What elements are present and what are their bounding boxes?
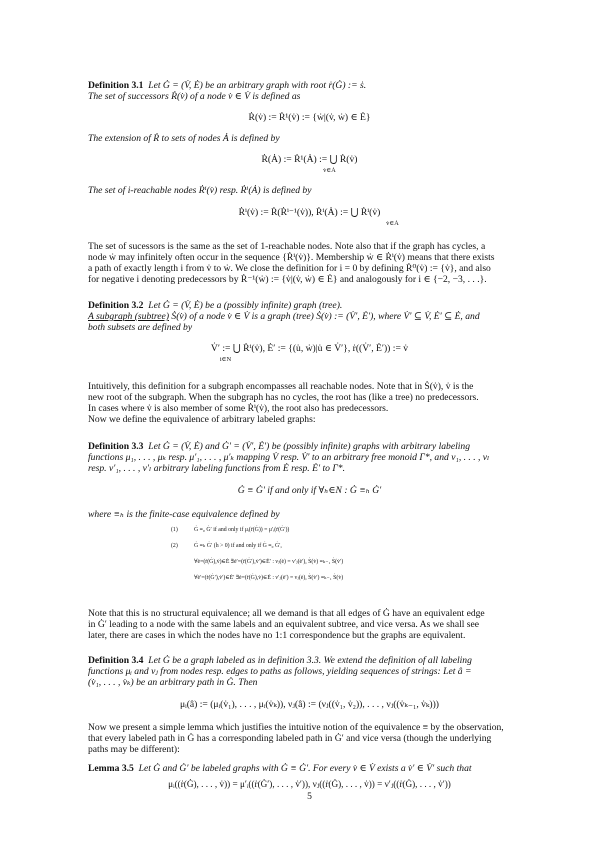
para3-line: later, there are cases in which the nodes have no 1:1 correspondence but the graphs are equivalent. — [88, 630, 466, 641]
paper-page — [88, 0, 531, 867]
def32-eq-sub: i∈N — [219, 356, 232, 363]
def31-line1 — [88, 80, 531, 91]
para4-line: that every labeled path in Ġ has a corresponding labeled path in Ġ′ and vice versa (though the underlying — [88, 733, 492, 744]
def33-line3: resp. ν′₁, . . . , ν′ₗ arbitrary labeling functions from Ė resp. Ė′ to Γ*. — [88, 463, 345, 474]
lemma35-text1: Let Ġ and Ġ′ be labeled graphs with Ġ ≡ Ġ′. For every v̇ ∈ V̇ exists a v̇′ ∈ V̇′ such that — [138, 763, 472, 774]
def33-line2: functions μ₁, . . . , μₖ resp. μ′₁, . . . , μ′ₖ mapping V̇ resp. V̇′ to an arbitrary free monoid Γ*, and ν₁, . . . , νₗ — [88, 452, 490, 463]
def32-line3: both subsets are defined by — [88, 322, 193, 333]
para1-line: for negative i denoting predecessors by Ṙ⁻¹(ẇ) := {v̇|(v̇, ẇ) ∈ Ė} and analogously for i ∈ {−2, −3, . . .}. — [88, 274, 487, 285]
para4-line: Now we present a simple lemma which justifies the intuitive notion of the equivalence ≡ by the observation, — [88, 722, 504, 733]
def33-text1: Let Ġ = (V̇, Ė) and Ġ′ = (V̇′, Ė′) be (possibly infinite) graphs with arbitrary labeling — [148, 441, 471, 452]
lemma35-line1 — [88, 763, 531, 774]
def33-line1 — [88, 441, 531, 452]
para2-line: new root of the subgraph. When the subgraph has no cycles, the root has (like a tree) no predecessors. — [88, 392, 479, 403]
def33-case2-num: (2) — [171, 543, 178, 549]
para2-line: In cases where v̇ is also member of some Ṙⁱ(v̇), the root also has predecessors. — [88, 403, 389, 414]
def31-eq2-sub: v̇∈Ȧ — [323, 167, 336, 174]
def31-line4: The set of i-reachable nodes Ṙⁱ(v̇) resp. Ṙⁱ(Ȧ) is defined by — [88, 185, 312, 196]
def34-line1 — [88, 655, 531, 666]
lemma35-eq: μᵢ((ṙ(Ġ), . . . , v̇)) = μ′ᵢ((ṙ(Ġ′), . . . , v̇′)), νⱼ((ṙ(Ġ), . . . , v̇)) = ν′ⱼ((ṙ(Ġ), . . . , v̇′)) — [168, 779, 451, 789]
def32-subgraph-term: A subgraph (subtree) — [88, 311, 170, 322]
def32-label: Definition 3.2 — [88, 300, 144, 311]
def31-line3: The extension of Ṙ to sets of nodes Ȧ is defined by — [88, 133, 280, 144]
para3-line: Note that this is no structural equivalence; all we demand is that all edges of Ġ have an equivalent edge — [88, 608, 485, 619]
def31-text1: Let Ġ = (V̇, Ė) be an arbitrary graph with root ṙ(Ġ) := ṡ. — [148, 80, 367, 91]
def32-line1 — [88, 300, 531, 311]
def33-label: Definition 3.3 — [88, 441, 144, 452]
def32-line2 — [88, 311, 531, 322]
def31-eq2: Ṙ(Ȧ) := Ṙ¹(Ȧ) := ⋃ Ṙ(v̇) — [261, 154, 358, 165]
def32-text1: Let Ġ = (V̇, Ė) be a (possibly infinite) graph (tree). — [148, 300, 343, 311]
def34-text1: Let Ġ be a graph labeled as in definition 3.3. We extend the definition of all labeling — [148, 655, 472, 666]
def33-line4: where ≡ₕ is the finite-case equivalence defined by — [88, 509, 280, 520]
def32-text2: Ṡ(v̇) of a node v̇ ∈ V̇ is a graph (tree) Ṡ(v̇) := (V̇′, Ė′), where V̇′ ⊆ V̇, Ė′ ⊆ Ė, and — [169, 311, 480, 322]
def34-line3: (v̇₁, . . . , v̇ₖ) be an arbitrary path in Ġ. Then — [88, 677, 258, 688]
def31-eq1: Ṙ(v̇) := Ṙ¹(v̇) := {ẇ|(v̇, ẇ) ∈ Ė} — [248, 112, 371, 123]
def33-case2: Ġ ≡ₕ Ġ′ (h > 0) if and only if Ġ ≡₀ Ġ′, — [194, 543, 282, 549]
def31-label: Definition 3.1 — [88, 80, 144, 91]
def33-case1-num: (1) — [171, 527, 178, 533]
def32-eq: V̇′ := ⋃ Ṙⁱ(v̇), Ė′ := {(u̇, ẇ)|u̇ ∈ V̇′}, ṙ((V̇′, Ė′)) := v̇ — [210, 343, 409, 354]
def31-eq3-sub: v̇∈Ȧ — [386, 220, 399, 227]
para1-line: a path of exactly length i from v̇ to ẇ. We close the definition for i = 0 by defining Ṙ⁰(v̇) := {v̇}, and also — [88, 263, 491, 274]
page-number: 5 — [307, 791, 312, 802]
def33-case2c: ∀ė′=(ṙ(Ġ′),v̇′)∈Ė′ ∃ė=(ṙ(Ġ),v̇)∈Ė : ν′ⱼ(ė′) = νⱼ(ė), Ṡ(v̇′) ≡ₕ₋₁ Ṡ(v̇) — [194, 575, 344, 581]
def33-case2b: ∀ė=(ṙ(Ġ),v̇)∈Ė ∃ė′=(ṙ(Ġ′),v̇′)∈Ė′ : νⱼ(ė) = ν′ⱼ(ė′), Ṡ(v̇) ≡ₕ₋₁ Ṡ(v̇′) — [194, 559, 344, 565]
para1-line: node ẇ may infinitely often occur in the sequence {Ṙⁱ(v̇)}. Membership ẇ ∈ Ṙⁱ(v̇) means that there exists — [88, 252, 495, 263]
def33-eq: Ġ ≡ Ġ′ if and only if ∀ₕ∈N : Ġ ≡ₕ Ġ′ — [237, 485, 382, 496]
para2-line: Now we define the equivalence of arbitrary labeled graphs: — [88, 414, 316, 425]
def31-eq3: Ṙⁱ(v̇) := Ṙ(Ṙⁱ⁻¹(v̇)), Ṙⁱ(Ȧ) := ⋃ Ṙⁱ(v̇) — [238, 207, 381, 218]
para3-line: in Ġ′ leading to a node with the same labels and an equivalent subtree, and vice versa. As we shall see — [88, 619, 480, 630]
para2-line: Intuitively, this definition for a subgraph encompasses all reachable nodes. Note that in Ṡ(v̇), v̇ is the — [88, 381, 474, 392]
def34-eq: μᵢ(â) := (μᵢ(v̇₁), . . . , μᵢ(v̇ₖ)), νⱼ(â) := (νⱼ((v̇₁, v̇₂)), . . . , νⱼ((v̇ₖ₋₁, v̇ₖ))) — [180, 699, 439, 710]
lemma35-label: Lemma 3.5 — [88, 763, 134, 774]
def31-line2: The set of successors Ṙ(v̇) of a node v̇ ∈ V̇ is defined as — [88, 91, 301, 102]
def34-line2: functions μᵢ and νⱼ from nodes resp. edges to paths as follows, yielding sequences of strings: Let â = — [88, 666, 472, 677]
para1-line: The set of sucessors is the same as the set of 1-reachable nodes. Note also that if the graph has cycles, a — [88, 241, 486, 252]
def33-case1: Ġ ≡₀ Ġ′ if and only if μᵢ(ṙ(Ġ)) = μ′ᵢ(ṙ(Ġ′)) — [194, 527, 290, 533]
def34-label: Definition 3.4 — [88, 655, 144, 666]
para4-line: paths may be different): — [88, 744, 180, 755]
